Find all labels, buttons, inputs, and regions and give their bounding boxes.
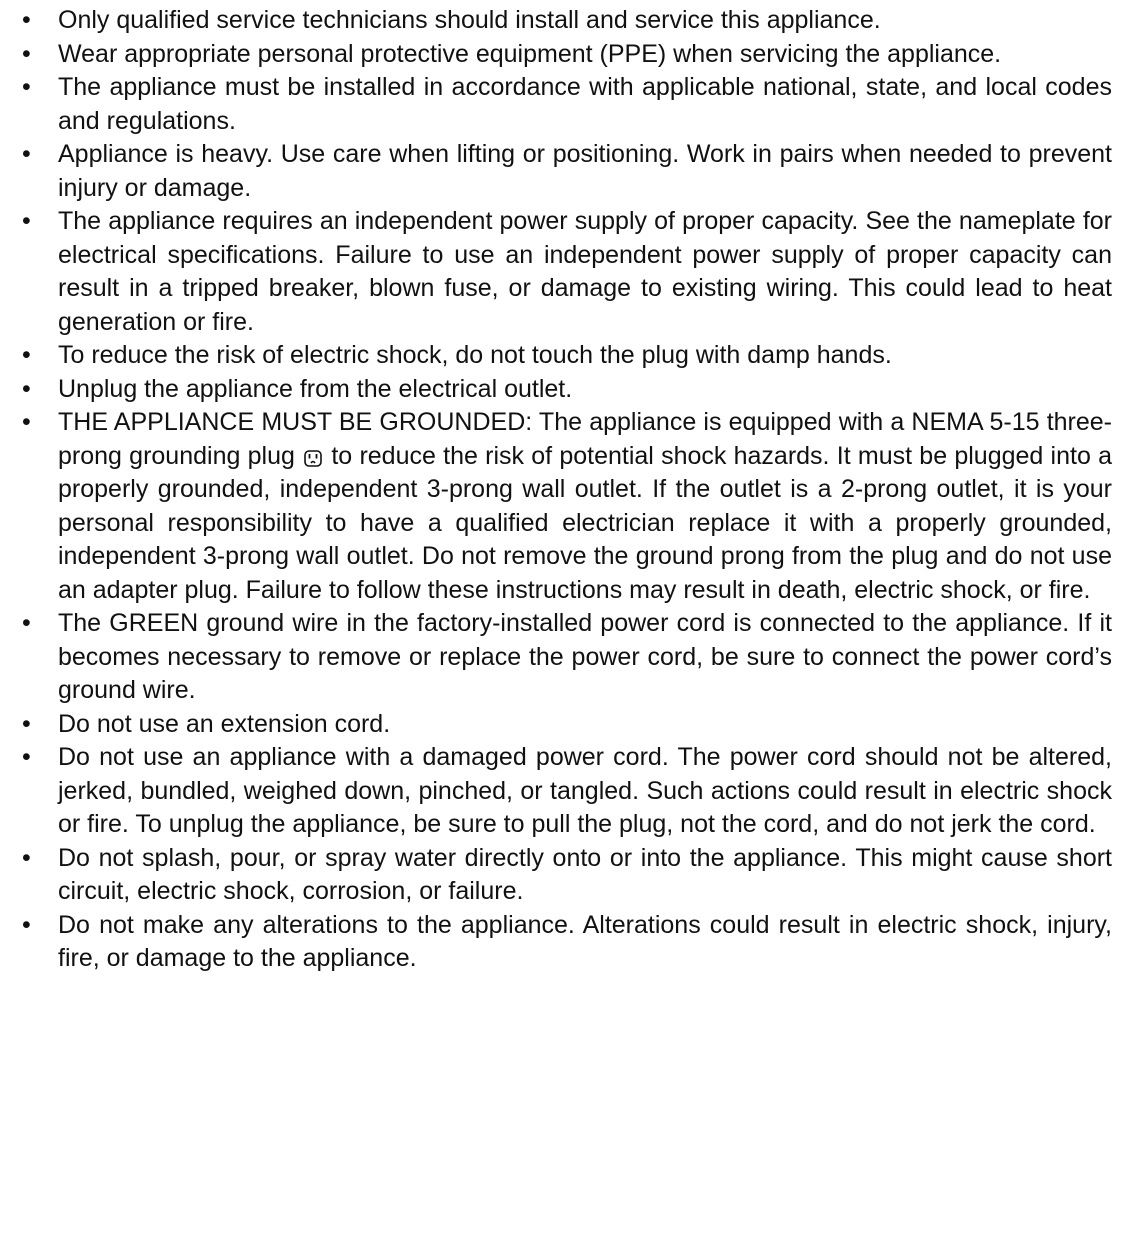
bullet-dot: • [22,743,31,771]
bullet-dot: • [22,843,31,872]
bullet-dot: • [22,140,31,168]
list-item [20,373,1112,407]
bullet-dot: • [22,609,31,637]
grounding-plug-icon [304,450,322,467]
bullet-dot: • [22,910,31,939]
list-item-text: Unplug the appliance from the electrical outlet. [58,374,573,403]
list-item-text-after: to reduce the risk of potential shock hazards. It must be plugged into a properly grounded, independent 3-prong wall outlet. If the outlet is a 2-prong outlet, it is your personal responsibility to have a qualified electrician replace it with a properly grounded, independent 3-prong wall outlet. Do not remove the ground prong from the plug and do not use an adapter plug. Failure to follow these instructions may result in death, electric shock, or fire. [58,441,1112,604]
bullet-dot: • [22,709,31,738]
list-item-text: Do not use an extension cord. [58,709,391,738]
list-item [20,741,1112,842]
bullet-dot: • [22,374,31,403]
list-item-text: To reduce the risk of electric shock, do not touch the plug with damp hands. [58,341,892,369]
bullet-dot: • [22,341,31,369]
list-item [20,205,1112,339]
list-item [20,909,1112,976]
list-item [20,708,1112,742]
list-item [20,38,1112,72]
list-item-text: Appliance is heavy. Use care when lifting or positioning. Work in pairs when needed to prevent injury or damage. [58,140,1112,202]
bullet-dot: • [22,73,31,101]
list-item [20,842,1112,909]
list-item-text: Do not use an appliance with a damaged power cord. The power cord should not be altered, jerked, bundled, weighed down, pinched, or tangled. Such actions could result in electric shock or fire. To unplug the appliance, be sure to pull the plug, not the cord, and do not jerk the cord. [58,743,1112,838]
list-item [20,339,1112,373]
list-item-text: Only qualified service technicians should install and service this appliance. [58,6,881,34]
list-item [20,71,1112,138]
list-item-text: The appliance must be installed in accordance with applicable national, state, and local codes and regulations. [58,73,1112,135]
list-item-grounding [20,406,1112,607]
bullet-dot: • [22,6,31,34]
safety-bullet-list [20,4,1112,976]
list-item [20,4,1112,38]
bullet-dot: • [22,408,31,436]
list-item-text: The GREEN ground wire in the factory-installed power cord is connected to the appliance. If it becomes necessary to remove or replace the power cord, be sure to connect the power cord’s ground wire. [58,609,1112,704]
list-item-text: Do not splash, pour, or spray water directly onto or into the appliance. This might cause short circuit, electric shock, corrosion, or failure. [58,843,1112,905]
list-item-text: Wear appropriate personal protective equipment (PPE) when servicing the appliance. [58,39,1002,68]
bullet-dot: • [22,39,31,68]
list-item-text-before: THE APPLIANCE MUST BE GROUNDED: The appliance is equipped with a NEMA 5-15 three-prong grounding plug [58,408,1112,470]
bullet-dot: • [22,207,31,235]
list-item [20,138,1112,205]
list-item-text: The appliance requires an independent power supply of proper capacity. See the nameplate for electrical specifications. Failure to use an independent power supply of proper capacity can result in a tripped breaker, blown fuse, or damage to existing wiring. This could lead to heat generation or fire. [58,207,1112,336]
list-item-text: Do not make any alterations to the appliance. Alterations could result in electric shock, injury, fire, or damage to the appliance. [58,910,1112,972]
list-item [20,607,1112,708]
